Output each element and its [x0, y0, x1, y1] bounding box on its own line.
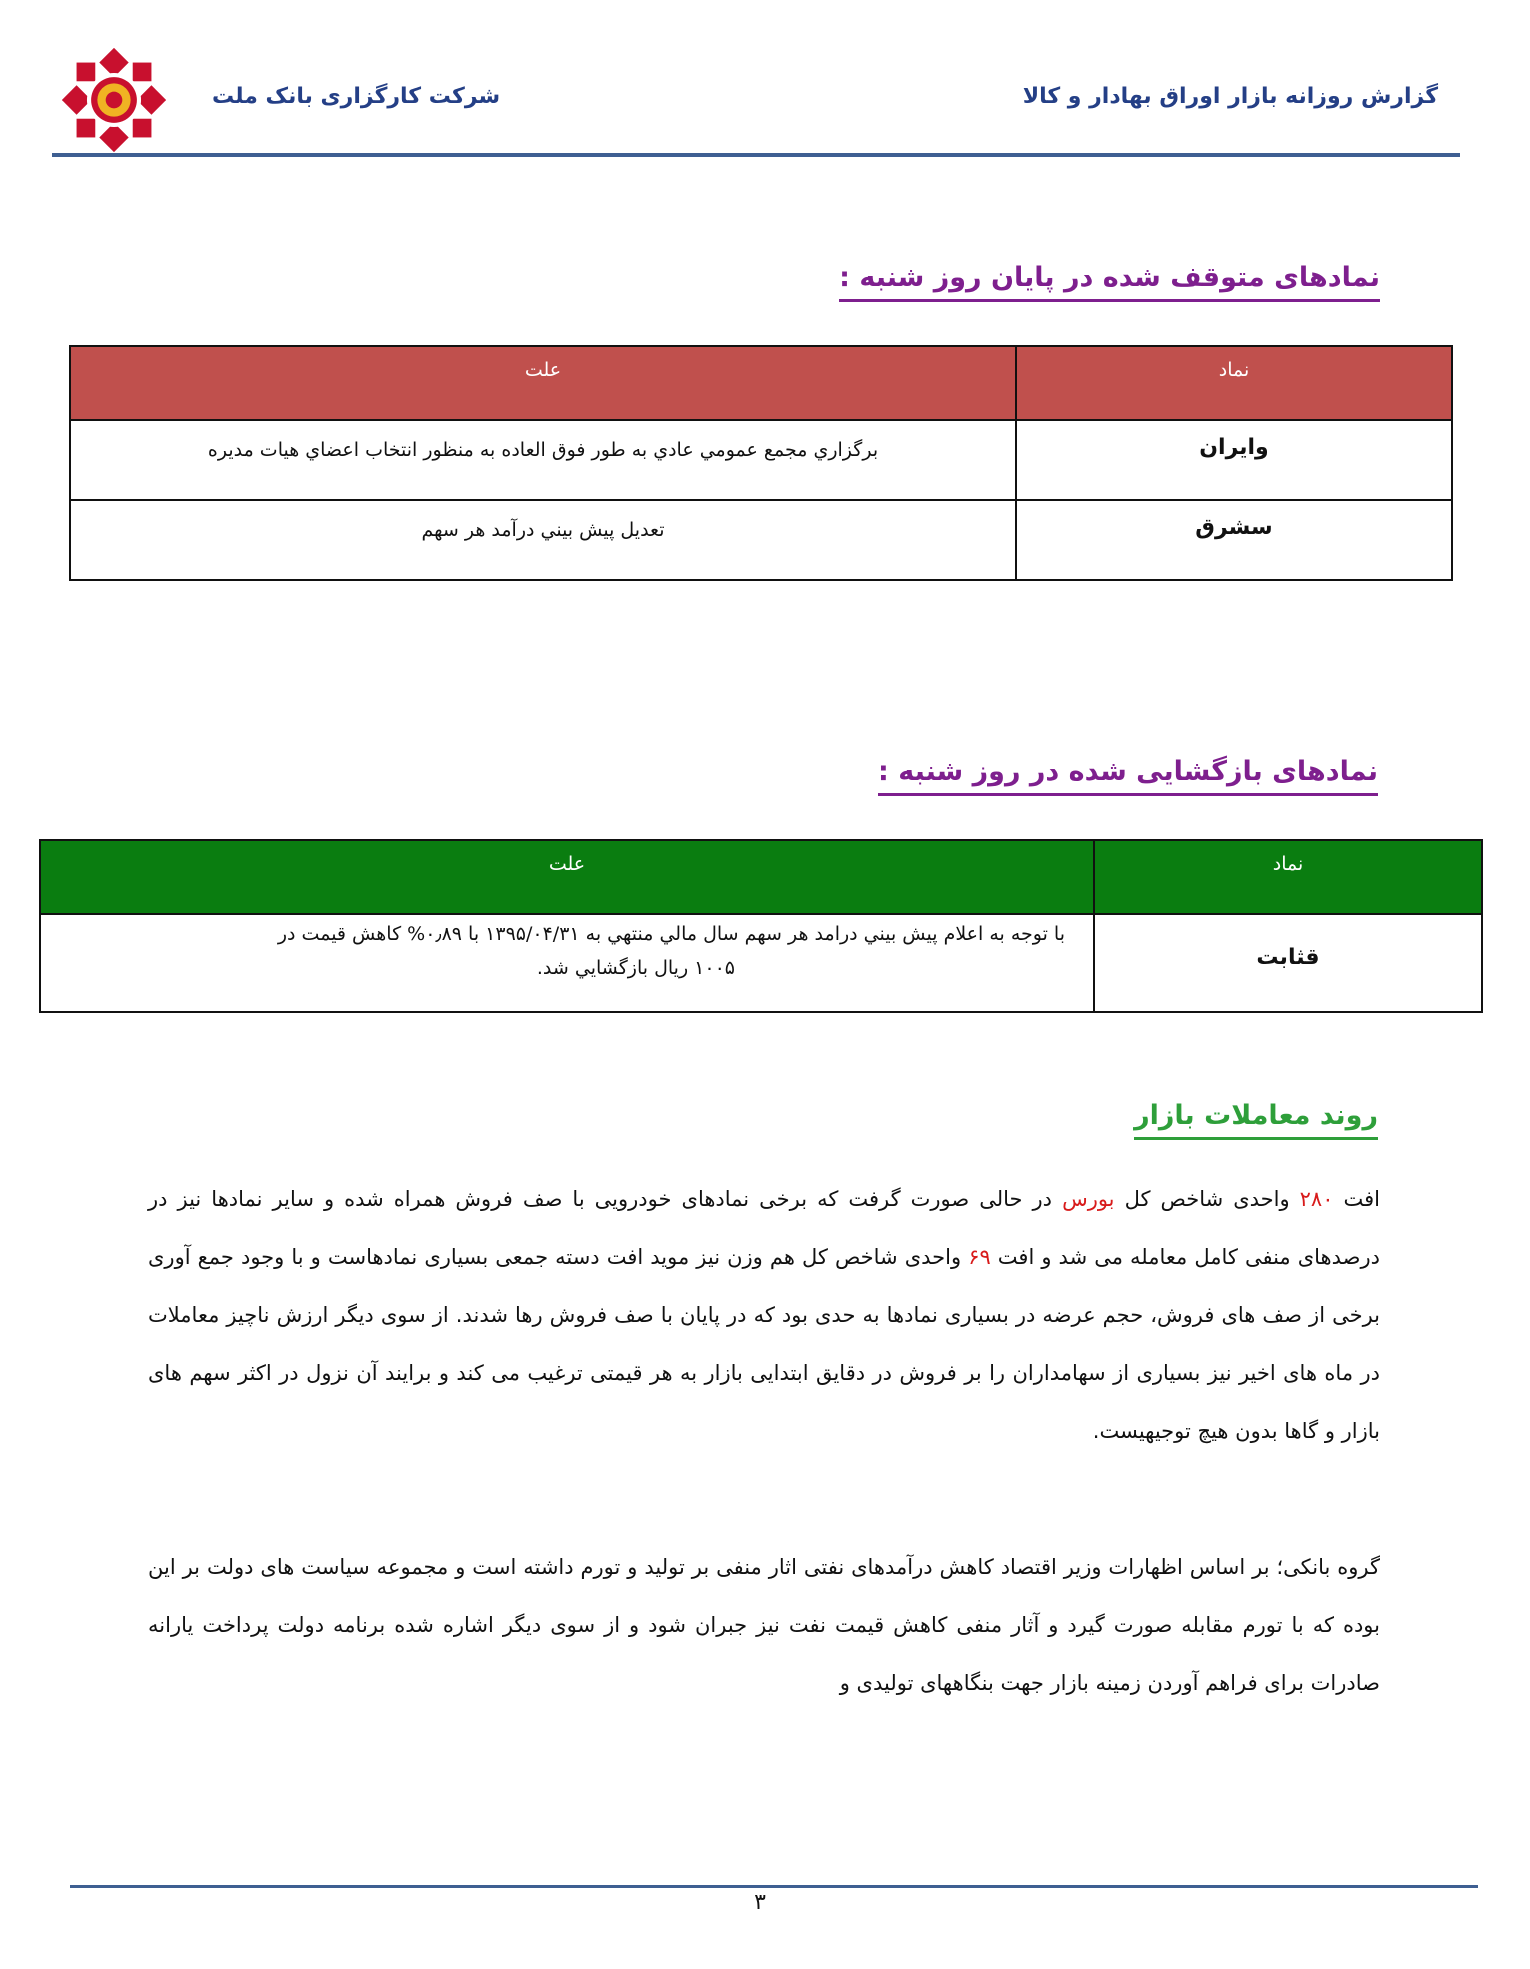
footer-divider — [70, 1885, 1478, 1888]
paragraph-text: واحدی شاخص کل هم وزن نیز موید افت دسته جمعی بسیاری نمادهاست و با وجود جمع آوری برخی از صف های فروش، حجم عرضه در بسیاری نمادها به حدی بود که در پایان با صف فروش رها شدند. از سوی دیگر ارزش ناچیز معاملات در ماه های اخیر نیز بسیاری از سهامداران را بر فروش در دقایق ابتدایی بازار به هر قیمتی ترغیب می کند و برایند آن نزول در اکثر سهم های بازار و گاها بدون هیچ توجیهیست. — [148, 1245, 1380, 1443]
halted-symbols-title: نمادهای متوقف شده در پایان روز شنبه : — [839, 262, 1380, 302]
reason-line: ۱۰۰۵ ريال بازگشايي شد. — [536, 957, 735, 979]
symbol-column-header: نماد — [1016, 346, 1452, 420]
index-drop-value: ۲۸۰ — [1299, 1187, 1334, 1211]
symbol-cell: قثابت — [1094, 914, 1482, 1012]
paragraph-text: افت — [1333, 1187, 1380, 1211]
reason-cell — [40, 914, 1094, 1012]
header-divider — [52, 153, 1460, 157]
table-header-row — [40, 840, 1482, 914]
bourse-keyword: بورس — [1062, 1187, 1115, 1211]
symbol-column-header: نماد — [1094, 840, 1482, 914]
paragraph-text: در حالی صورت گرفت که برخی نمادهای خودرویی با صف فروش همراه شده و سایر نمادها نیز در درصدهای منفی کامل معامله می شد و افت — [148, 1187, 1380, 1269]
reason-column-header: علت — [40, 840, 1094, 914]
page-number: ۳ — [754, 1890, 766, 1915]
paragraph-text: واحدی شاخص کل — [1114, 1187, 1300, 1211]
table-row — [70, 420, 1452, 500]
company-name: شرکت کارگزاری بانک ملت — [212, 84, 501, 109]
reason-cell: تعديل پيش بيني درآمد هر سهم — [70, 500, 1016, 580]
table-row — [40, 914, 1482, 1012]
bank-mellat-logo — [62, 48, 166, 152]
reason-cell: برگزاري مجمع عمومي عادي به طور فوق العاده به منظور انتخاب اعضاي هيات مديره — [70, 420, 1016, 500]
report-title: گزارش روزانه بازار اوراق بهادار و کالا — [1022, 84, 1438, 109]
halted-symbols-table — [69, 345, 1453, 581]
reopened-symbols-title: نمادهای بازگشایی شده در روز شنبه : — [878, 756, 1378, 796]
reason-column-header: علت — [70, 346, 1016, 420]
equal-weight-drop-value: ۶۹ — [968, 1245, 991, 1269]
table-header-row — [70, 346, 1452, 420]
banking-group-paragraph: گروه بانکی؛ بر اساس اظهارات وزیر اقتصاد کاهش درآمدهای نفتی اثار منفی بر تولید و تورم داشته است و مجموعه سیاست های دولت بر این بوده که با تورم مقابله صورت گیرد و آثار منفی کاهش قیمت نفت نیز جبران شود و از سوی دیگر اشاره شده برنامه دولت پرداخت یارانه صادرات برای فراهم آوردن زمینه بازار جهت بنگاههای تولیدی و — [148, 1555, 1380, 1695]
symbol-cell: سشرق — [1016, 500, 1452, 580]
symbol-cell: وايران — [1016, 420, 1452, 500]
market-trend-title: روند معاملات بازار — [1134, 1100, 1378, 1140]
reason-line: با توجه به اعلام پيش بيني درامد هر سهم سال مالي منتهي به ۱۳۹۵/۰۴/۳۱ با ۰٫۸۹% کاهش قيمت در — [277, 923, 1065, 945]
table-row — [70, 500, 1452, 580]
market-trend-paragraph — [148, 1170, 1380, 1460]
reopened-symbols-table — [39, 839, 1483, 1013]
